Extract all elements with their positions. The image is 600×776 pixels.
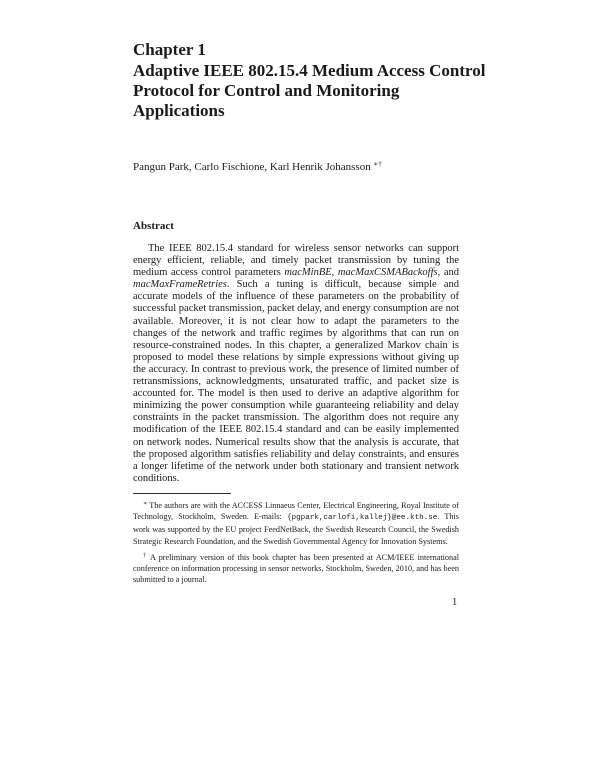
abstract-text-rest: . Such a tuning is difficult, because simple and accurate models of the influence of these parameters on the probability of successful packet transmission, packet delay, and energy consumption are not available. Moreover, it is not clear how to adapt the parameters to the changes of the network and traffic regimes by algorithms that can run on resource-constrained nodes. In this chapter, a generalized Markov chain is proposed to model these relations by simple expressions without giving up the accuracy. In contrast to previous work, the presence of limited number of retransmissions, acknowledgments, unsaturated traffic, and packet size is accounted for. The model is then used to derive an adaptive algorithm for minimizing the power consumption while guaranteeing reliability and delay constraints in the packet transmission. The algorithm does not require any modification of the IEEE 802.15.4 standard and can be easily implemented on network nodes. Numerical results show that the analysis is accurate, that the proposed algorithm satisfies reliability and delay constraints, and ensures a longer lifetime of the network under both stationary and transient network conditions. xyxy=(133,279,459,484)
chapter-label: Chapter 1 xyxy=(133,40,206,59)
param-mac-max-frame-retries: macMaxFrameRetries xyxy=(133,279,227,291)
footnote-divider xyxy=(133,493,231,494)
abstract-body xyxy=(133,243,459,485)
author-list xyxy=(133,160,382,173)
footnote-1-mark: ∗ xyxy=(143,501,148,507)
page-number: 1 xyxy=(452,597,458,608)
abstract-heading: Abstract xyxy=(133,220,174,232)
footnotes xyxy=(133,499,459,589)
author-footnote-marks: ∗† xyxy=(373,160,382,168)
abstract-separator-1: , xyxy=(331,267,338,279)
abstract-text-start: The IEEE 802.15.4 standard for wireless sensor networks can support energy efficient, reliable, and timely packet transmission by tuning the medium access control parameters xyxy=(133,243,459,279)
chapter-title-line-2: Protocol for Control and Monitoring xyxy=(133,81,400,100)
footnote-2-mark: † xyxy=(143,552,148,559)
chapter-title-line-3: Applications xyxy=(133,101,225,120)
footnote-2-text: A preliminary version of this book chapter has been presented at ACM/IEEE international conference on information processing in sensor networks, Stockholm, Sweden, 2010, and has been submitted to a journal. xyxy=(133,552,459,585)
param-mac-max-csma-backoffs: macMaxCSMABackoffs xyxy=(337,267,438,279)
footnote-1 xyxy=(133,499,459,547)
footnote-1-text-a: The authors are with the ACCESS Linnaeus Center, Electrical Engineering, Royal Institute of Technology, Stockholm, Sweden. E-mails: xyxy=(133,501,459,522)
footnote-2 xyxy=(133,551,459,586)
footnote-1-text-b: . This work was supported by the EU project FeedNetBack, the Swedish Research Council, the Swedish Strategic Research Foundation, and the Swedish Governmental Agency for Innovation Systems. xyxy=(133,512,459,546)
chapter-title-line-1: Adaptive IEEE 802.15.4 Medium Access Control xyxy=(133,61,486,80)
author-names: Pangun Park, Carlo Fischione, Karl Henrik Johansson xyxy=(133,161,371,173)
chapter-title xyxy=(133,61,493,121)
abstract-paragraph xyxy=(133,243,459,485)
param-mac-min-be: macMinBE xyxy=(284,267,332,279)
abstract-separator-2: , and xyxy=(437,267,459,279)
footnote-1-emails: {pgpark,carlofi,kallej}@ee.kth.se xyxy=(286,514,438,523)
